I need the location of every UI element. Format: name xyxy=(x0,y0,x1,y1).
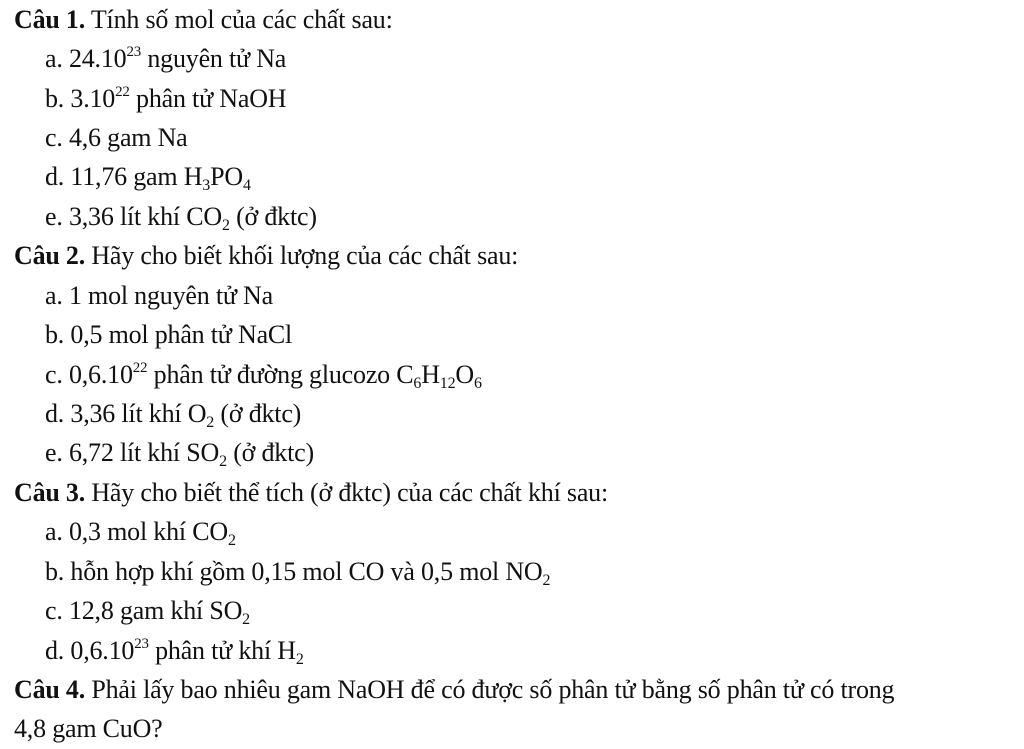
question-1-label: Câu 1. xyxy=(14,5,86,34)
question-2-text: Hãy cho biết khối lượng của các chất sau: xyxy=(85,241,519,270)
question-1-text: Tính số mol của các chất sau: xyxy=(85,5,393,34)
question-3-text: Hãy cho biết thể tích (ở đktc) của các chất khí sau: xyxy=(85,478,608,507)
question-2-option-b: b. 0,5 mol phân tử NaCl xyxy=(45,320,293,349)
question-1-option-e: e. 3,36 lít khí $CO_2$ (ở đktc) xyxy=(45,202,317,234)
question-3-option-d: d. 0,6.10$^{23}$ phân tử khí $H_2$ xyxy=(45,636,304,668)
question-1-option-b: b. 3.10$^{22}$ phân tử NaOH xyxy=(45,84,287,113)
question-2-option-d: d. 3,36 lít khí $O_2$ (ở đktc) xyxy=(45,399,302,431)
question-2-option-e: e. 6,72 lít khí $SO_2$ (ở đktc) xyxy=(45,438,314,470)
question-2-option-a: a. 1 mol nguyên tử Na xyxy=(45,281,273,310)
question-4-text-continuation: 4,8 gam CuO? xyxy=(14,714,163,743)
question-2-label: Câu 2. xyxy=(14,241,86,270)
question-1-option-c: c. 4,6 gam Na xyxy=(45,123,188,152)
question-3-option-c: c. 12,8 gam khí $SO_2$ xyxy=(45,596,250,628)
question-4-heading xyxy=(14,675,894,705)
question-4-text: Phải lấy bao nhiêu gam NaOH để có được số phân tử bằng số phân tử có trong xyxy=(85,675,895,704)
question-3-option-a: a. 0,3 mol khí $CO_2$ xyxy=(45,517,236,549)
question-3-option-b: b. hỗn hợp khí gồm 0,15 mol CO và 0,5 mol $NO_2$ xyxy=(45,557,551,589)
question-1-heading xyxy=(14,5,393,35)
question-2-heading xyxy=(14,241,518,271)
question-2-option-c: c. 0,6.10$^{22}$ phân tử đường glucozo $C_6H_{12}O_6$ xyxy=(45,360,482,392)
question-1-option-a: a. 24.10$^{23}$ nguyên tử Na xyxy=(45,44,287,73)
question-3-heading xyxy=(14,478,608,508)
question-3-label: Câu 3. xyxy=(14,478,86,507)
question-4-label: Câu 4. xyxy=(14,675,86,704)
question-1-option-d: d. 11,76 gam $H_3PO_4$ xyxy=(45,162,251,194)
